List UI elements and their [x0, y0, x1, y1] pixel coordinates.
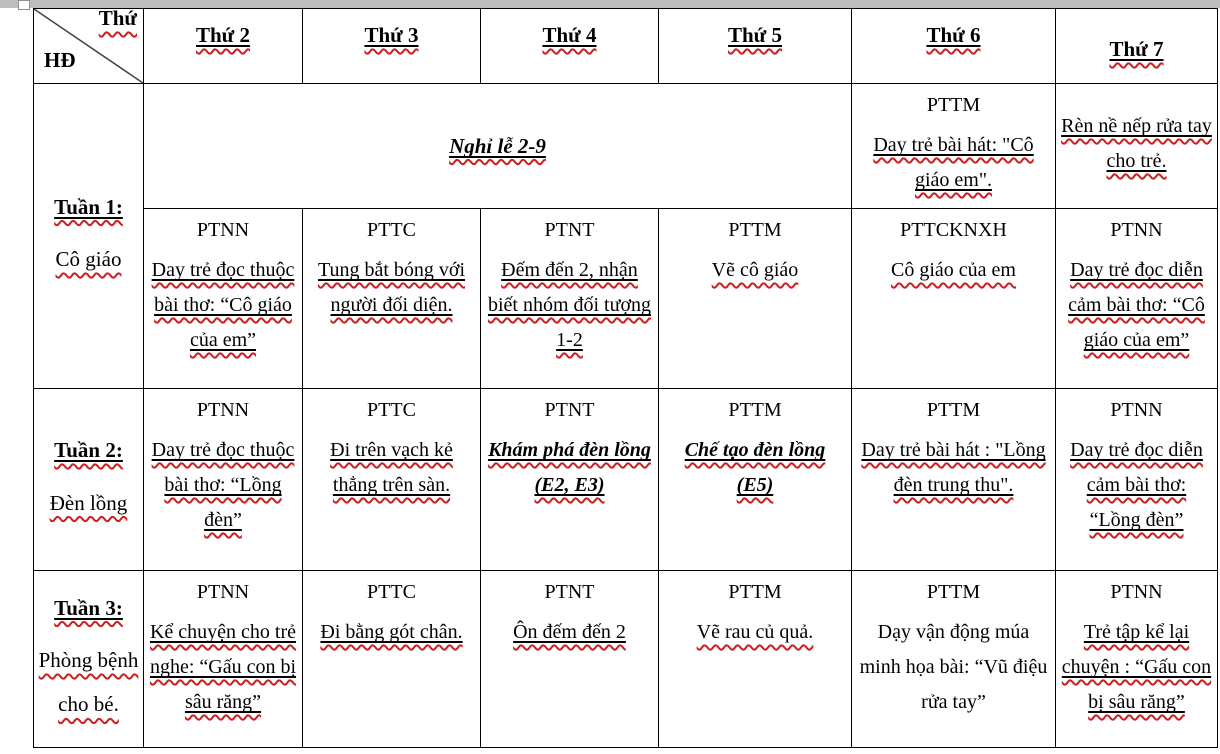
cell-week1-fri[interactable] [852, 209, 1056, 389]
week-1-label[interactable] [34, 84, 144, 389]
week-2-label[interactable] [34, 389, 144, 571]
domain-code: PTNT [544, 219, 595, 241]
cell-week3-thu[interactable] [659, 571, 852, 748]
domain-code: PTNN [1110, 399, 1163, 421]
week-subtitle: Cô giáo [55, 247, 122, 272]
cell-week2-tue[interactable] [303, 389, 481, 571]
cell-week1-tue[interactable] [303, 209, 481, 389]
activity-text: Day trẻ bài hát : "Lồng đèn trung thu". [861, 439, 1046, 496]
cell-week3-wed[interactable] [481, 571, 659, 748]
activity-text: Đi bằng gót chân. [320, 621, 463, 643]
domain-code: PTTM [926, 399, 981, 421]
domain-code: PTNN [1110, 219, 1163, 241]
table-handle-box[interactable] [18, 0, 30, 10]
cell-week2-thu[interactable] [659, 389, 852, 571]
cell-week2-sat[interactable] [1056, 389, 1218, 571]
cell-week1-sat-top[interactable] [1056, 84, 1218, 209]
domain-code: PTTM [926, 94, 981, 116]
week-title: Tuần 3: [54, 595, 123, 620]
domain-code: PTNT [544, 399, 595, 421]
cell-week1-thu[interactable] [659, 209, 852, 389]
holiday-text: Nghỉ lễ 2-9 [449, 133, 546, 158]
activity-text: Vẽ rau củ quả. [696, 621, 814, 643]
activity-text: Khám phá đèn lồng (E2, E3) [488, 439, 651, 496]
holiday-cell[interactable] [144, 84, 852, 209]
cell-week2-mon[interactable] [144, 389, 303, 571]
activity-text: Day trẻ đọc thuộc bài thơ: “Cô giáo của em” [151, 259, 295, 351]
domain-code: PTTC [367, 219, 416, 241]
domain-code: PTTM [926, 581, 981, 603]
domain-code: PTTM [728, 219, 782, 241]
corner-label-hd: HĐ [44, 48, 76, 72]
activity-text: Rèn nề nếp rửa tay cho trẻ. [1061, 115, 1212, 172]
domain-code: PTNN [196, 581, 250, 603]
domain-code: PTNN [196, 399, 250, 421]
activity-text: Chế tạo đèn lồng (E5) [684, 439, 826, 496]
cell-week3-fri[interactable] [852, 571, 1056, 748]
activity-text: Cô giáo của em [891, 259, 1016, 281]
week-title: Tuần 2: [54, 438, 123, 463]
cell-week3-sat[interactable] [1056, 571, 1218, 748]
domain-code: PTNT [544, 581, 595, 603]
cell-week1-wed[interactable] [481, 209, 659, 389]
cell-week3-mon[interactable] [144, 571, 303, 748]
activity-text: Day trẻ đọc diễn cảm bài thơ: “Cô giáo của em” [1068, 259, 1205, 351]
activity-text: Kể chuyện cho trẻ nghe: “Gấu con bị sâu răng” [149, 621, 297, 713]
schedule-table [33, 8, 1218, 748]
domain-code: PTTC [367, 581, 416, 603]
cell-week1-fri-top[interactable] [852, 84, 1056, 209]
day-header-thu7[interactable]: Thứ 7 [1056, 9, 1218, 84]
activity-text: Vẽ cô giáo [711, 259, 799, 281]
domain-code: PTTM [728, 581, 782, 603]
corner-label-thu: Thứ [98, 9, 137, 30]
day-header-thu2[interactable]: Thứ 2 [144, 9, 303, 84]
page-top-strip [0, 0, 1220, 8]
day-header-thu5[interactable]: Thứ 5 [659, 9, 852, 84]
week-3-label[interactable] [34, 571, 144, 748]
domain-code: PTNN [196, 219, 250, 241]
domain-code: PTTCKNXH [900, 219, 1007, 241]
day-header-thu6[interactable]: Thứ 6 [852, 9, 1056, 84]
cell-week1-sat[interactable] [1056, 209, 1218, 389]
activity-text: Trẻ tập kể lại chuyện : “Gấu con bị sâu răng” [1061, 621, 1212, 713]
activity-text: Day trẻ đọc thuộc bài thơ: “Lồng đèn” [151, 439, 295, 531]
cell-week2-fri[interactable] [852, 389, 1056, 571]
activity-text: Dạy vận động múa minh họa bài: “Vũ điệu rửa tay” [859, 621, 1048, 713]
day-header-thu3[interactable]: Thứ 3 [303, 9, 481, 84]
activity-text: Tung bắt bóng với người đối diện. [317, 259, 466, 316]
week-subtitle: Phòng bệnh cho bé. [38, 648, 139, 717]
cell-week3-tue[interactable] [303, 571, 481, 748]
cell-week1-mon[interactable] [144, 209, 303, 389]
activity-text: Đi trên vạch kẻ thẳng trên sàn. [330, 439, 453, 496]
week-title: Tuần 1: [54, 194, 123, 219]
cell-week2-wed[interactable] [481, 389, 659, 571]
activity-text: Day trẻ bài hát: "Cô giáo em". [873, 134, 1034, 191]
activity-text: Day trẻ đọc diễn cảm bài thơ: “Lồng đèn” [1070, 439, 1203, 531]
domain-code: PTTC [367, 399, 416, 421]
domain-code: PTNN [1110, 581, 1163, 603]
activity-text: Đếm đến 2, nhận biết nhóm đối tượng 1-2 [487, 259, 652, 351]
day-header-thu4[interactable]: Thứ 4 [481, 9, 659, 84]
week-subtitle: Đèn lồng [49, 490, 128, 515]
domain-code: PTTM [728, 399, 782, 421]
activity-text: Ôn đếm đến 2 [513, 621, 626, 643]
corner-cell[interactable] [34, 9, 144, 84]
